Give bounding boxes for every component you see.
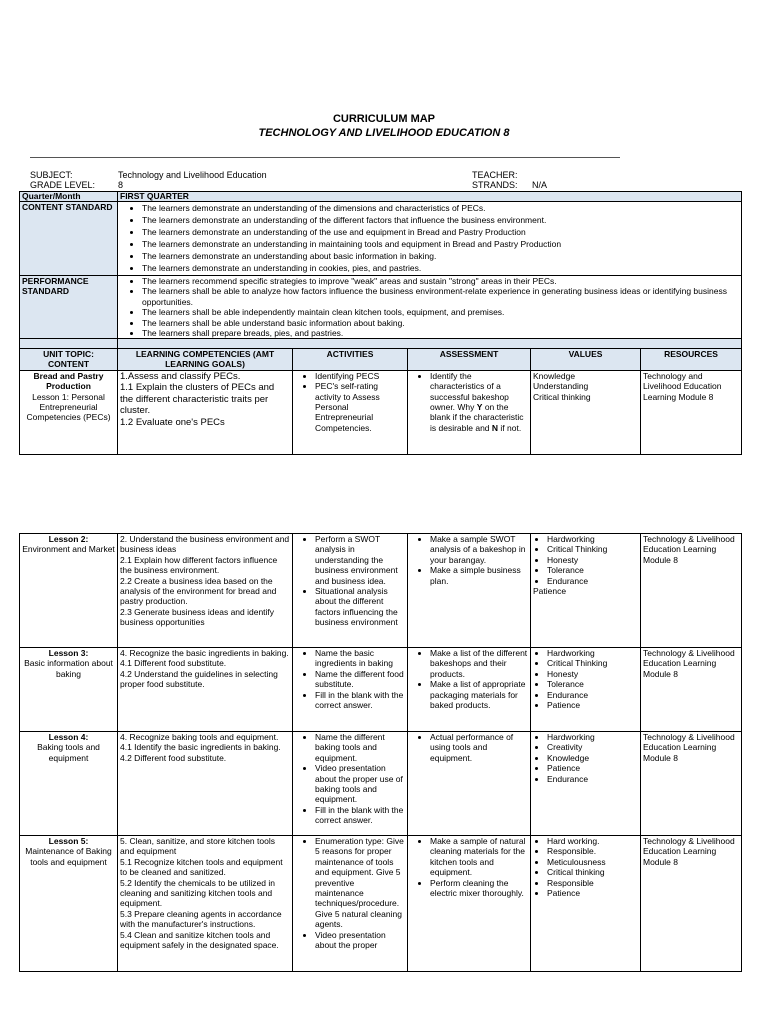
activity-item: • Video presentation about the proper (315, 930, 405, 951)
lesson-subtitle: Environment and Market (22, 544, 115, 555)
column-header-competencies: LEARNING COMPETENCIES (AMT LEARNING GOALS) (118, 349, 293, 371)
value-item: • Knowledge (547, 753, 638, 763)
competency-item: 5.2 Identify the chemicals to be utilized in cleaning and sanitizing kitchen tools and equipment. (120, 877, 275, 909)
lesson4-resources-cell: Technology & Livelihood Education Learning Module 8 (641, 732, 742, 836)
assessment-item: • Make a simple business plan. (430, 565, 528, 586)
lesson-subtitle: Basic information about baking (24, 658, 113, 679)
lesson3-competencies-cell (118, 648, 293, 732)
document-title: CURRICULUM MAP (332, 113, 436, 125)
value-item: • Tolerance (547, 679, 638, 689)
lesson-table-page1 (19, 348, 742, 455)
competency-item: 2.3 Generate business ideas and identify business opportunities (120, 606, 275, 628)
activity-item: • Identifying PECS (315, 371, 405, 381)
value-item: • Meticulousness (547, 857, 638, 867)
lesson1-competencies-cell (118, 370, 293, 454)
grade-value: 8 (118, 180, 124, 190)
assessment-item (430, 371, 528, 433)
value-item: Critical thinking (533, 391, 591, 402)
performance-standard-cell (118, 276, 742, 339)
lesson-title: Lesson 4: (48, 732, 89, 742)
performance-standard-item: • The learners shall be able understand basic information about baking. (142, 318, 739, 328)
competency-item: 4.2 Different food substitute. (120, 752, 227, 763)
value-item: • Tolerance (547, 565, 638, 575)
activity-item: • Perform a SWOT analysis in understanding the business environment and business idea. (315, 534, 405, 586)
assessment-text: Identify the characteristics of a successful bakeshop owner. Why (430, 370, 509, 413)
column-header-resources: RESOURCES (641, 349, 742, 371)
value-item: • Responsible (547, 878, 638, 888)
assessment-n: N (491, 422, 499, 433)
lesson-title: Bread and Pastry Production (33, 370, 104, 392)
activity-item: • Name the different food substitute. (315, 669, 405, 690)
value-item: • Patience (547, 888, 638, 898)
lesson5-activities-cell (293, 836, 408, 972)
performance-standard-item: • The learners shall prepare breads, pies, and pastries. (142, 328, 739, 338)
lesson1-values-cell (531, 370, 641, 454)
lesson2-assessment-cell (408, 534, 531, 648)
lesson2-unit-cell (20, 534, 118, 648)
value-item: • Hardworking (547, 732, 638, 742)
competency-item: 4.1 Different food substitute. (120, 658, 227, 669)
lesson2-activities-cell (293, 534, 408, 648)
assessment-item: • Make a sample of natural cleaning materials for the kitchen tools and equipment. (430, 836, 528, 878)
value-item: • Critical Thinking (547, 544, 638, 554)
lesson-title: Lesson 2: (48, 534, 89, 544)
lesson4-activities-cell (293, 732, 408, 836)
content-standard-item: • The learners demonstrate an understanding in maintaining tools and equipment in Bread and Pastry Production (142, 238, 739, 250)
lesson5-assessment-cell (408, 836, 531, 972)
value-item: • Critical Thinking (547, 658, 638, 668)
activity-item: • Enumeration type: Give 5 reasons for proper maintenance of tools and equipment. Give 5 preventive maintenance techniques/procedure. Give 5 natural cleaning agents. (315, 836, 405, 930)
performance-standard-item: • The learners recommend specific strategies to improve "weak" areas and sustain "strong" areas in their PECs. (142, 276, 739, 286)
performance-standard-item: • The learners shall be able independently maintain clean kitchen tools, equipment, and premises. (142, 307, 739, 317)
column-header-unit: UNIT TOPIC: CONTENT (20, 349, 118, 371)
value-item: • Hardworking (547, 534, 638, 544)
lesson4-values-cell (531, 732, 641, 836)
subject-label: SUBJECT: (30, 170, 73, 180)
activity-item: • Fill in the blank with the correct answer. (315, 805, 405, 826)
value-item-extra: Patience (533, 586, 567, 597)
lesson-table-page2 (19, 533, 742, 972)
value-item: • Endurance (547, 690, 638, 700)
lesson-title: Lesson 5: (48, 836, 89, 846)
competency-item: 1.2 Evaluate one's PECs (120, 416, 225, 428)
content-standard-item: • The learners demonstrate an understanding of the use and equipment in Bread and Pastry Production (142, 226, 739, 238)
content-standard-item: • The learners demonstrate an understanding of the dimensions and characteristics of PECs. (142, 202, 739, 214)
column-header-activities: ACTIVITIES (293, 349, 408, 371)
value-item: • Creativity (547, 742, 638, 752)
competency-item: 2. Understand the business environment and business ideas (120, 534, 290, 555)
lesson3-unit-cell (20, 648, 118, 732)
assessment-item: • Make a list of appropriate packaging materials for baked products. (430, 679, 528, 710)
value-item: • Endurance (547, 576, 638, 586)
lesson5-values-cell (531, 836, 641, 972)
value-item: • Responsible. (547, 846, 638, 856)
performance-standard-label: PERFORMANCE STANDARD (20, 276, 118, 339)
lesson1-assessment-cell (408, 370, 531, 454)
subject-value: Technology and Livelihood Education (118, 170, 267, 180)
lesson-subtitle: Baking tools and equipment (37, 742, 100, 763)
activity-item: • PEC's self-rating activity to Assess Personal Entrepreneurial Competencies. (315, 381, 405, 433)
lesson-subtitle: Maintenance of Baking tools and equipment (25, 846, 112, 867)
assessment-item: • Actual performance of using tools and equipment. (430, 732, 528, 763)
competency-item: 4.2 Understand the guidelines in selecting proper food substitute. (120, 668, 278, 690)
competency-item: 1.Assess and classify PECs. (120, 370, 241, 382)
content-standard-cell (118, 202, 742, 276)
lesson4-competencies-cell (118, 732, 293, 836)
assessment-y: Y (476, 402, 483, 413)
lesson1-activities-cell (293, 370, 408, 454)
assessment-item: • Perform cleaning the electric mixer thoroughly. (430, 878, 528, 899)
lesson4-unit-cell (20, 732, 118, 836)
performance-standard-item: • The learners shall be able to analyze how factors influence the business environment-relate experience in generating business ideas or identifying business opportunities. (142, 286, 739, 307)
value-item: • Hardworking (547, 648, 638, 658)
header-divider (30, 157, 620, 158)
competency-item: 4.1 Identify the basic ingredients in baking. (120, 742, 281, 753)
competency-item: 4. Recognize the basic ingredients in baking. (120, 648, 289, 658)
quarter-label: Quarter/Month (20, 192, 118, 202)
lesson1-resources-cell: Technology and Livelihood Education Learning Module 8 (641, 370, 742, 454)
value-item: • Endurance (547, 774, 638, 784)
activity-item: • Situational analysis about the different factors influencing the business environment (315, 586, 405, 628)
lesson2-resources-cell: Technology & Livelihood Education Learning Module 8 (641, 534, 742, 648)
competency-item: 5.4 Clean and sanitize kitchen tools and equipment safely in the designated space. (120, 929, 279, 951)
assessment-text: on the blank if the characteristic is desirable and (430, 402, 524, 433)
value-item: • Patience (547, 763, 638, 773)
content-standard-item: • The learners demonstrate an understanding about basic information in baking. (142, 250, 739, 262)
lesson1-unit-cell (20, 370, 118, 454)
competency-item: 5.1 Recognize kitchen tools and equipment to be cleaned and sanitized. (120, 856, 283, 878)
lesson3-values-cell (531, 648, 641, 732)
lesson-subtitle: Lesson 1: Personal Entrepreneurial Competencies (PECs) (26, 391, 111, 423)
lesson3-assessment-cell (408, 648, 531, 732)
lesson5-resources-cell: Technology & Livelihood Education Learning Module 8 (641, 836, 742, 972)
value-item: • Patience (547, 700, 638, 710)
lesson3-activities-cell (293, 648, 408, 732)
competency-item: 5.3 Prepare cleaning agents in accordance with the manufacturer's instructions. (120, 908, 282, 930)
column-header-values: VALUES (531, 349, 641, 371)
value-item: • Honesty (547, 555, 638, 565)
value-item: • Critical thinking (547, 867, 638, 877)
activity-item: • Name the different baking tools and equipment. (315, 732, 405, 763)
strands-value: N/A (532, 180, 548, 190)
column-header-assessment: ASSESSMENT (408, 349, 531, 371)
quarter-value: FIRST QUARTER (118, 192, 742, 202)
value-item: • Hard working. (547, 836, 638, 846)
value-item: Knowledge (533, 370, 576, 381)
value-item: Understanding (533, 381, 589, 392)
lesson4-assessment-cell (408, 732, 531, 836)
lesson2-values-cell (531, 534, 641, 648)
strands-label: STRANDS: (472, 180, 518, 190)
document-subtitle: TECHNOLOGY AND LIVELIHOOD EDUCATION 8 (258, 127, 510, 139)
assessment-item: • Make a sample SWOT analysis of a bakeshop in your barangay. (430, 534, 528, 565)
competency-item: 5. Clean, sanitize, and store kitchen tools and equipment (120, 836, 275, 857)
content-standard-item: • The learners demonstrate an understanding of the different factors that influence the business environment. (142, 214, 739, 226)
content-standard-item: • The learners demonstrate an understanding in cookies, pies, and pastries. (142, 262, 739, 274)
assessment-text: if not. (498, 422, 522, 433)
activity-item: • Name the basic ingredients in baking (315, 648, 405, 669)
competency-item: 1.1 Explain the clusters of PECs and the different characteristic traits per cluster. (120, 382, 275, 417)
assessment-item: • Make a list of the different bakeshops and their products. (430, 648, 528, 679)
standards-table (19, 191, 742, 349)
lesson3-resources-cell: Technology & Livelihood Education Learning Module 8 (641, 648, 742, 732)
lesson2-competencies-cell (118, 534, 293, 648)
content-standard-label: CONTENT STANDARD (20, 202, 118, 276)
lesson5-competencies-cell (118, 836, 293, 972)
teacher-label: TEACHER: (472, 170, 518, 180)
lesson-title: Lesson 3: (48, 648, 89, 658)
lesson5-unit-cell (20, 836, 118, 972)
competency-item: 4. Recognize baking tools and equipment. (120, 732, 279, 742)
activity-item: • Fill in the blank with the correct answer. (315, 690, 405, 711)
grade-label: GRADE LEVEL: (30, 180, 96, 190)
activity-item: • Video presentation about the proper use of baking tools and equipment. (315, 763, 405, 805)
value-item: • Honesty (547, 669, 638, 679)
competency-item: 2.1 Explain how different factors influence the business environment. (120, 554, 278, 576)
competency-item: 2.2 Create a business idea based on the analysis of the environment for bread and pastry production. (120, 575, 277, 607)
